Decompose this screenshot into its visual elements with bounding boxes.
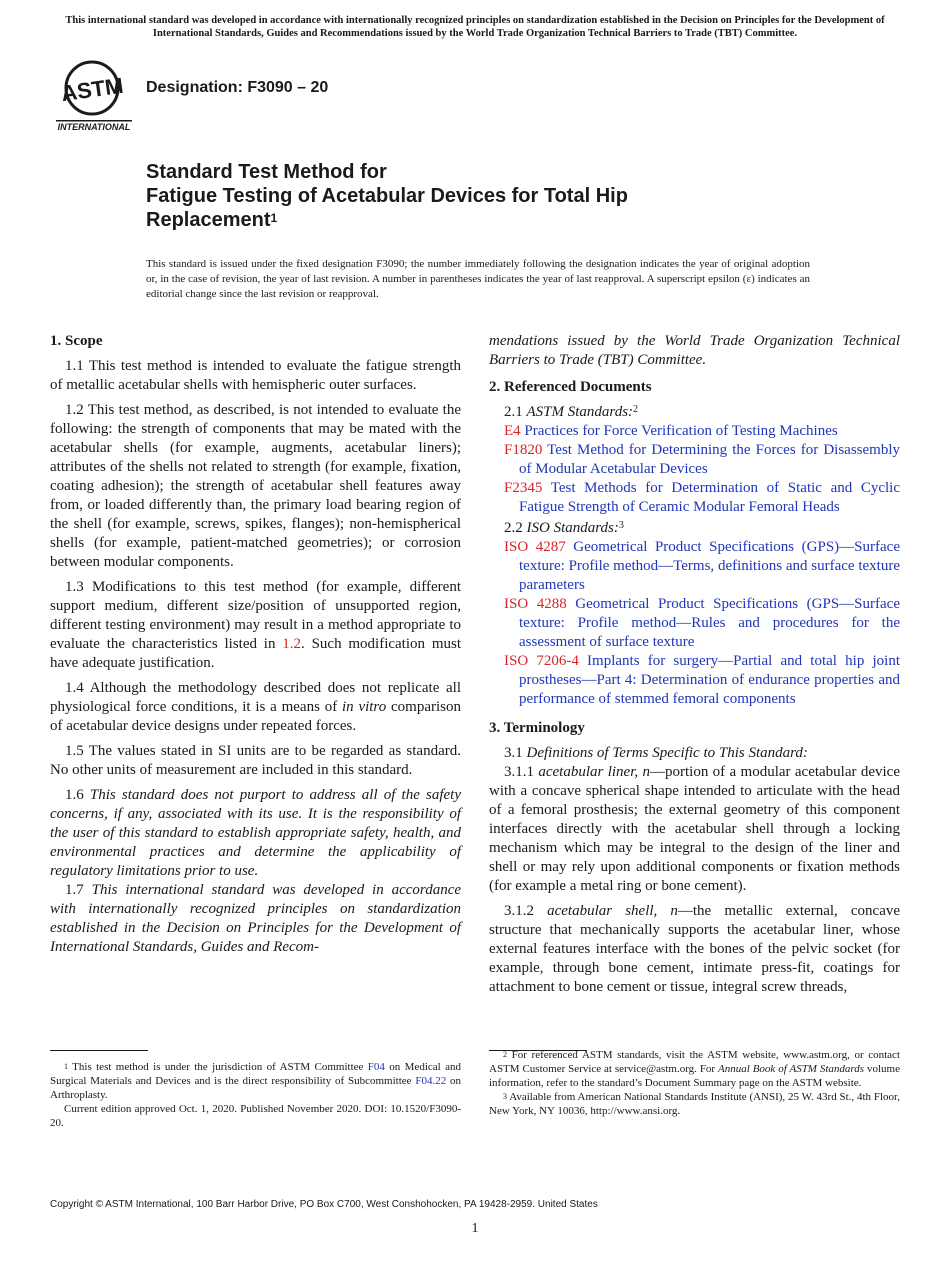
- reference-code-iso4288[interactable]: ISO 4288: [504, 596, 567, 612]
- subcommittee-f04-22-link[interactable]: F04.22: [415, 1075, 447, 1087]
- scope-1-7-number: 1.7: [65, 882, 92, 898]
- scope-heading: 1. Scope: [50, 333, 103, 349]
- footnote-1-text-a: This test method is under the jurisdiction of ASTM Committee: [68, 1061, 368, 1073]
- scope-1-3-text-a: 1.3 Modifications to this test method (for example, different support medium, different size/position of unsupported region, different testing environment) may result in a method appropriate to evaluate the characteristics listed in: [50, 579, 461, 652]
- definition-acetabular-liner: [489, 763, 900, 896]
- scope-1-4: [50, 679, 461, 736]
- footnotes-left: [50, 1060, 461, 1130]
- astm-logo: [54, 58, 134, 132]
- page-number: 1: [471, 1221, 479, 1236]
- reference-code-e4[interactable]: E4: [504, 423, 521, 439]
- reference-code-f1820[interactable]: F1820: [504, 442, 543, 458]
- footnote-2-text-b: volume information, refer to the standard’s Document Summary page on the ASTM website.: [489, 1063, 900, 1089]
- footnote-1: [50, 1060, 461, 1102]
- scope-1-1: 1.1 This test method is intended to evaluate the fatigue strength of metallic acetabular shells with hemispheric outer surfaces.: [50, 358, 461, 393]
- footnote-current-edition: Current edition approved Oct. 1, 2020. Published November 2020. DOI: 10.1520/F3090-20.: [50, 1103, 461, 1129]
- section-1-2-link[interactable]: 1.2: [282, 636, 302, 652]
- designation: Designation: F3090 – 20: [146, 79, 329, 96]
- referenced-documents-heading: 2. Referenced Documents: [489, 379, 652, 395]
- reference-item[interactable]: [489, 595, 900, 652]
- reference-item[interactable]: [489, 538, 900, 595]
- footnote-1-text-b: on Medical and Surgical Materials and Devices and is the direct responsibility of Subcommittee: [50, 1061, 461, 1087]
- terminology-heading: 3. Terminology: [489, 720, 585, 736]
- logo-subtext: INTERNATIONAL: [57, 122, 131, 132]
- footnote-2: [489, 1048, 900, 1090]
- document-title: [146, 160, 846, 232]
- reference-title-f1820[interactable]: Test Method for Determining the Forces for Disassembly of Modular Acetabular Devices: [519, 442, 900, 477]
- terminology-3-1: [489, 744, 900, 763]
- title-line-3-text: Replacement: [146, 209, 271, 231]
- scope-1-4-italic: in vitro: [341, 699, 387, 715]
- reference-title-e4[interactable]: Practices for Force Verification of Testing Machines: [524, 423, 838, 439]
- scope-1-7-text: This international standard was developed in accordance with internationally recognized principles on standardization established in the Decision on Principles for the Development of International Standards, Guides and Recom-: [50, 882, 462, 955]
- left-column: [50, 332, 461, 957]
- reference-item[interactable]: [489, 441, 900, 479]
- footnote-3-mark: 3: [503, 1092, 507, 1101]
- definition-3-1-2-term: acetabular shell, n: [547, 903, 678, 919]
- title-line-2: Fatigue Testing of Acetabular Devices for Total Hip: [146, 185, 628, 207]
- reference-code-iso7206-4[interactable]: ISO 7206-4: [504, 653, 579, 669]
- footnotes-right: [489, 1048, 900, 1118]
- scope-1-6-number: 1.6: [65, 787, 90, 803]
- definition-3-1-2-number: 3.1.2: [504, 903, 548, 919]
- definition-3-1-1-term: acetabular liner, n: [538, 764, 650, 780]
- reference-title-f2345[interactable]: Test Methods for Determination of Static and Cyclic Fatigue Strength of Ceramic Modular Femoral Heads: [519, 480, 901, 515]
- astm-standards-label: [489, 403, 900, 422]
- issued-note: This standard is issued under the fixed designation F3090; the number immediately following the designation indicates the year of original adoption or, in the case of revision, the year of last revision. A number in parentheses indicates the year of last reapproval. A superscript epsilon (ε) indicates an editorial change since the last revision or reapproval.: [146, 258, 810, 300]
- terminology-3-1-number: 3.1: [504, 745, 527, 761]
- iso-label-number: 2.2: [504, 520, 527, 536]
- definition-3-1-1-number: 3.1.1: [504, 764, 539, 780]
- iso-label-text: ISO Standards:: [526, 520, 619, 536]
- reference-code-f2345[interactable]: F2345: [504, 480, 543, 496]
- scope-1-6-text: This standard does not purport to address all of the safety concerns, if any, associated with its use. It is the responsibility of the user of this standard to establish appropriate safety, health, and environmental practices and determine the applicability of regulatory limitations prior to use.: [50, 787, 462, 879]
- title-footnote-mark: 1: [270, 211, 278, 225]
- scope-1-2: 1.2 This test method, as described, is not intended to evaluate the following: the strength of components that may be mated with the acetabular shells (for example, augments, acetabular liners); attributes of the shells not related to strength (for example, fixation, coating adhesion); the strength of acetabular shell features away from, or loaded differently than, the primary load bearing region of the shell (for example, screws, spikes, flanges); non-hemispherical shells (for example, patient-matched geometries); or corrosion between modular components.: [50, 402, 461, 570]
- scope-1-4-text-a: 1.4 Although the methodology described does not replicate all physiological force conditions, it is a means of: [50, 680, 461, 715]
- scope-1-4-text-b: comparison of acetabular device designs under repeated forces.: [50, 699, 461, 734]
- footnote-2-italic: Annual Book of ASTM Standards: [718, 1063, 865, 1075]
- copyright-line: Copyright © ASTM International, 100 Barr Harbor Drive, PO Box C700, West Conshohocken, PA 19428-2959. United States: [50, 1199, 598, 1210]
- footnote-2-text-a: For referenced ASTM standards, visit the ASTM website, www.astm.org, or contact ASTM Customer Service at service@astm.org. For: [489, 1049, 900, 1075]
- footnote-1-text-c: on Arthroplasty.: [50, 1075, 461, 1101]
- reference-item[interactable]: [489, 479, 900, 517]
- scope-1-3: [50, 578, 461, 673]
- definition-acetabular-shell: [489, 902, 900, 997]
- iso-standards-label: [489, 519, 900, 538]
- right-column: [489, 332, 900, 997]
- astm-label-text: ASTM Standards:: [526, 404, 634, 420]
- reference-title-iso7206-4[interactable]: Implants for surgery—Partial and total hip joint prostheses—Part 4: Determination of endurance properties and performance of stemmed femoral components: [519, 653, 901, 707]
- footnote-3: [489, 1090, 900, 1118]
- reference-title-iso4288[interactable]: Geometrical Product Specifications (GPS—Surface texture: Profile method—Rules and procedures for the assessment of surface texture: [519, 596, 900, 650]
- definition-3-1-1-text: —portion of a modular acetabular device with a concave spherical shape intended to articulate with the head of a femoral prosthesis; the external geometry of this component interfaces directly with the acetabular shell through a locking mechanism which may be integral to the design of the liner and shell or may rely upon additional components or fixation methods (for example a metal ring or bone cement).: [489, 764, 901, 894]
- astm-label-number: 2.1: [504, 404, 527, 420]
- astm-footnote-mark: 2: [633, 404, 639, 415]
- title-line-1: Standard Test Method for: [146, 161, 387, 183]
- scope-1-6: [50, 786, 461, 881]
- iso-footnote-mark: 3: [618, 520, 624, 531]
- reference-title-iso4287[interactable]: Geometrical Product Specifications (GPS)—Surface texture: Profile method—Terms, definitions and surface texture parameters: [519, 539, 900, 593]
- title-line-3: [146, 208, 846, 232]
- scope-1-5: 1.5 The values stated in SI units are to be regarded as standard. No other units of measurement are included in this standard.: [50, 743, 461, 778]
- scope-1-7-continued: mendations issued by the World Trade Organization Technical Barriers to Trade (TBT) Committee.: [489, 333, 900, 368]
- definition-3-1-2-text: —the metallic external, concave structure that mechanically supports the acetabular liner, whose external features interface with the bones of the pelvic socket (for example, through bone cement, intimate press-fit, coatings for attachment to bone cement or tissue, integral screw threads,: [489, 903, 901, 995]
- reference-item[interactable]: [489, 422, 900, 441]
- reference-code-iso4287[interactable]: ISO 4287: [504, 539, 566, 555]
- top-notice: This international standard was developed in accordance with internationally recognized principles on standardization established in the Decision on Principles for the Development of International Standards, Guides and Recommendations issued by the World Trade Organization Technical Barriers to Trade (TBT) Committee.: [65, 15, 885, 39]
- logo-text: ASTM: [59, 72, 125, 107]
- scope-1-7: [50, 881, 461, 957]
- footnote-3-text: Available from American National Standards Institute (ANSI), 25 W. 43rd St., 4th Floor, New York, NY 10036, http://www.ansi.org.: [489, 1091, 900, 1117]
- committee-f04-link[interactable]: F04: [367, 1061, 385, 1073]
- scope-1-3-text-b: . Such modification must have adequate justification.: [50, 636, 461, 671]
- footnote-rule-left: [50, 1050, 148, 1051]
- reference-item[interactable]: [489, 652, 900, 709]
- footnote-1-mark: 1: [64, 1062, 68, 1071]
- footnote-2-mark: 2: [503, 1050, 507, 1059]
- terminology-3-1-text: Definitions of Terms Specific to This Standard:: [526, 745, 808, 761]
